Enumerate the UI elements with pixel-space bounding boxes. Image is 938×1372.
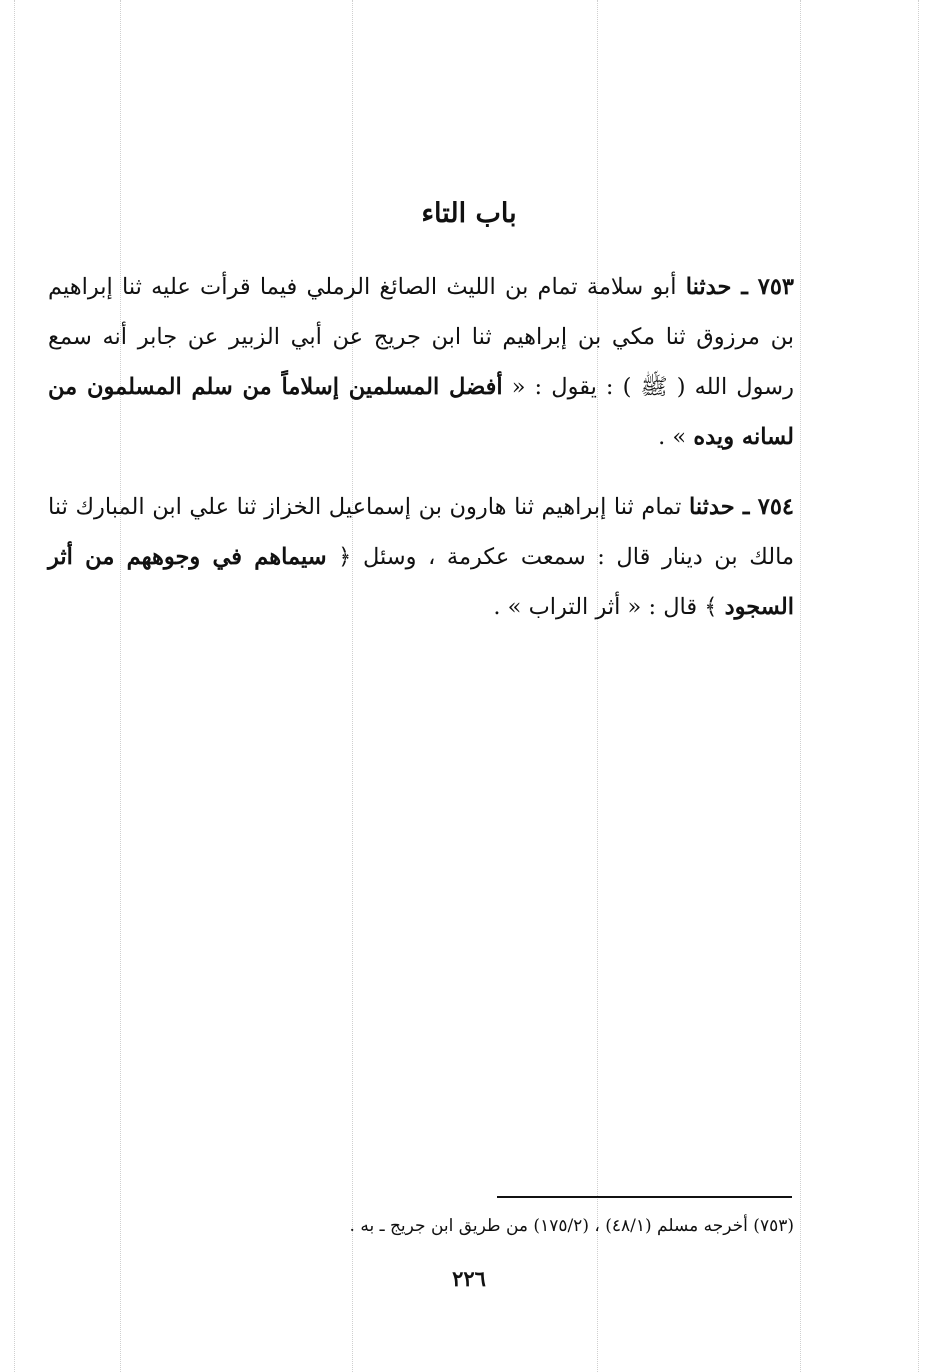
entry-text: أبو سلامة تمام بن الليث الصائغ الرملي فيما قرأت عليه ثنا إبراهيم بن مرزوق ثنا مكي بن إبراهيم ثنا ابن جريج عن أبي الزبير عن جابر أنه سمع رسول الله ( ﷺ ) : يقول : « <box>48 274 794 400</box>
footnote: (٧٥٣) أخرجه مسلم (٤٨/١) ، (١٧٥/٢) من طريق ابن جريج ـ به . <box>349 1216 794 1236</box>
chapter-heading: باب التاء <box>421 198 517 229</box>
page-number: ٢٢٦ <box>452 1266 486 1291</box>
entry-text: تمام ثنا إبراهيم ثنا هارون بن إسماعيل الخزاز ثنا علي ابن المبارك ثنا مالك بن دينار قال : سمعت عكرمة ، وسئل ﴿ <box>48 494 794 570</box>
hadith-entry-754 <box>48 482 794 632</box>
main-text <box>48 262 794 652</box>
footnote-divider <box>497 1196 792 1198</box>
entry-quote: سيماهم في وجوههم من أثر السجود <box>48 544 794 620</box>
entry-text-end: » . <box>658 424 694 450</box>
entry-number-lead: ٧٥٣ ـ حدثنا <box>685 274 794 300</box>
entry-number-lead: ٧٥٤ ـ حدثنا <box>689 494 794 520</box>
entry-text-end: ﴾ قال : « أثر التراب » . <box>493 594 725 620</box>
entry-quote: أفضل المسلمين إسلاماً من سلم المسلمون من لسانه ويده <box>48 374 794 450</box>
hadith-entry-753 <box>48 262 794 462</box>
